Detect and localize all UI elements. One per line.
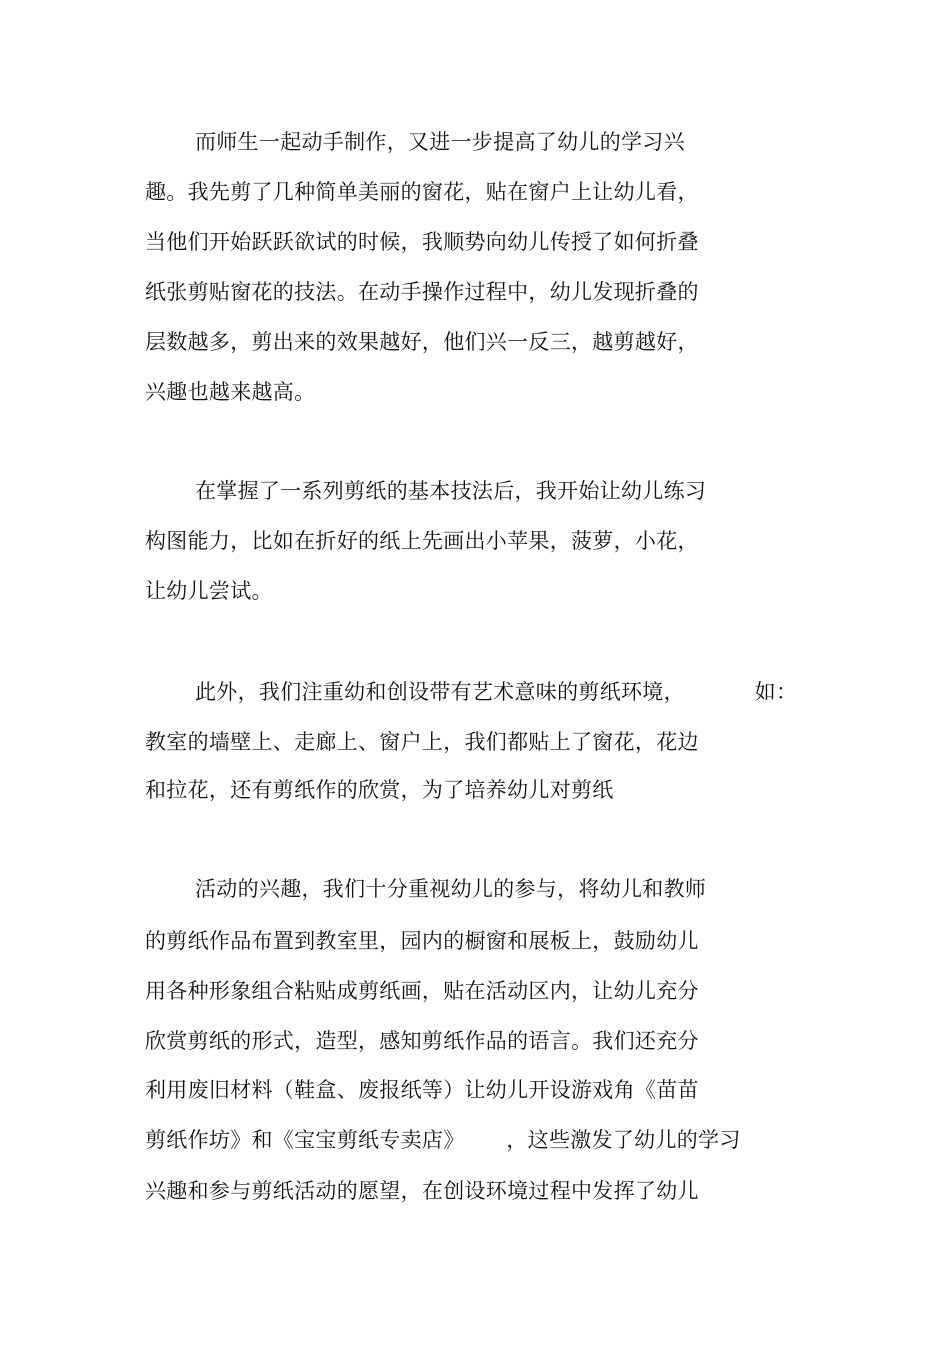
- text-line: 和拉花，还有剪纸作的欣赏，为了培养幼儿对剪纸: [145, 778, 614, 802]
- text-line: 教室的墙壁上、走廊上、窗户上，我们都贴上了窗花，花边: [145, 730, 699, 754]
- text-line: 剪纸作坊》和《宝宝剪纸专卖店》 ，这些激发了幼儿的学习: [145, 1128, 741, 1152]
- text-line: 在掌握了一系列剪纸的基本技法后，我开始让幼儿练习: [195, 479, 707, 503]
- text-line: 兴趣也越来越高。: [145, 380, 316, 404]
- text-line: 构图能力，比如在折好的纸上先画出小苹果，菠萝，小花，: [145, 529, 699, 553]
- text-line: 纸张剪贴窗花的技法。在动手操作过程中，幼儿发现折叠的: [145, 280, 699, 304]
- text-line: 利用废旧材料（鞋盒、废报纸等）让幼儿开设游戏角《苗苗: [145, 1078, 699, 1102]
- text-line: 欣赏剪纸的形式，造型，感知剪纸作品的语言。我们还充分: [145, 1029, 699, 1053]
- text-line: 的剪纸作品布置到教室里，园内的橱窗和展板上，鼓励幼儿: [145, 929, 699, 953]
- text-line: 趣。我先剪了几种简单美丽的窗花，贴在窗户上让幼儿看，: [145, 180, 699, 204]
- text-line: 用各种形象组合粘贴成剪纸画，贴在活动区内，让幼儿充分: [145, 979, 699, 1003]
- text-line: 兴趣和参与剪纸活动的愿望，在创设环境过程中发挥了幼儿: [145, 1179, 699, 1203]
- text-line: 活动的兴趣，我们十分重视幼儿的参与，将幼儿和教师: [195, 877, 707, 901]
- text-line: 让幼儿尝试。: [145, 579, 273, 603]
- text-line: 当他们开始跃跃欲试的时候，我顺势向幼儿传授了如何折叠: [145, 230, 699, 254]
- text-line: 而师生一起动手制作，又进一步提高了幼儿的学习兴: [195, 130, 685, 154]
- text-line: 此外，我们注重幼和创设带有艺术意味的剪纸环境， 如：: [195, 680, 798, 704]
- text-line: 层数越多，剪出来的效果越好，他们兴一反三，越剪越好，: [145, 330, 699, 354]
